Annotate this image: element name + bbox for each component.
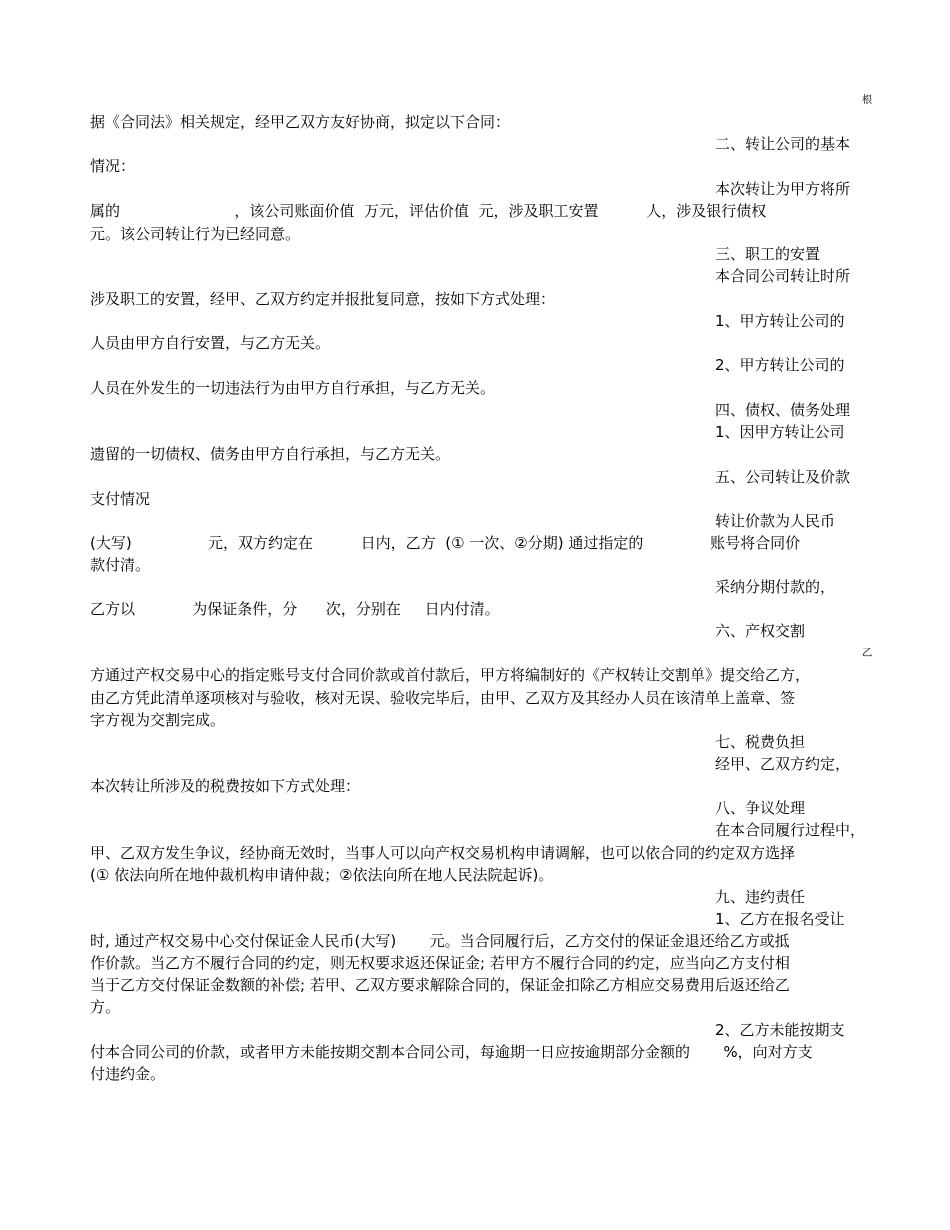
text-line: 人员由甲方自行安置，与乙方无关。	[90, 334, 331, 352]
text-line: 在本合同履行过程中，	[715, 821, 866, 839]
text-line: 2、甲方转让公司的	[715, 356, 845, 374]
section-heading: 六、产权交割	[715, 622, 806, 640]
section-heading: 九、违约责任	[715, 888, 806, 906]
section-heading: 七、税费负担	[715, 733, 806, 751]
text-line: 付本合同公司的价款，或者甲方未能按期交割本合同公司，每逾期一日应按逾期部分金额的 %，向对方支	[90, 1043, 813, 1061]
text-line: 本次转让为甲方将所	[715, 180, 851, 198]
text-line: 属的 ，该公司账面价值 万元，评估价值 元，涉及职工安置 人，涉及银行债权	[90, 202, 767, 220]
section-heading: 五、公司转让及价款	[715, 468, 851, 486]
section-heading: 二、转让公司的基本	[715, 135, 851, 153]
section-heading: 八、争议处理	[715, 799, 806, 817]
text-line: (① 依法向所在地仲裁机构申请仲裁；②依法向所在地人民法院起诉)。	[90, 866, 554, 884]
text-line: 元。该公司转让行为已经同意。	[90, 225, 301, 243]
text-line: 本次转让所涉及的税费按如下方式处理：	[90, 777, 361, 795]
text-line: 1、因甲方转让公司	[715, 423, 845, 441]
text-line: 方通过产权交易中心的指定账号支付合同价款或首付款后，甲方将编制好的《产权转让交割单》提交给乙方，	[90, 666, 811, 684]
text-line: 情况：	[90, 157, 136, 175]
text-line: 2、乙方未能按期支	[715, 1021, 845, 1039]
text-line: 1、甲方转让公司的	[715, 312, 845, 330]
text-line: 遗留的一切债权、债务由甲方自行承担，与乙方无关。	[90, 445, 451, 463]
text-line: 甲、乙双方发生争议，经协商无效时，当事人可以向产权交易机构申请调解，也可以依合同的约定双方选择	[90, 844, 796, 862]
text-line: 本合同公司转让时所	[715, 267, 851, 285]
text-line: 涉及职工的安置，经甲、乙双方约定并报批复同意，按如下方式处理：	[90, 290, 556, 308]
text-line: 人员在外发生的一切违法行为由甲方自行承担，与乙方无关。	[90, 379, 496, 397]
text-line: 款付清。	[90, 556, 151, 574]
text-line: 乙	[862, 647, 873, 659]
text-line: 采纳分期付款的，	[715, 578, 836, 596]
text-line: 据《合同法》相关规定，经甲乙双方友好协商，拟定以下合同：	[90, 113, 511, 131]
text-line: 作价款。当乙方不履行合同的约定，则无权要求返还保证金; 若甲方不履行合同的约定，应当向乙方支付相	[90, 954, 790, 972]
text-line: 转让价款为人民币	[715, 512, 836, 530]
text-line: 当于乙方交付保证金数额的补偿; 若甲、乙双方要求解除合同的，保证金扣除乙方相应交易费用后返还给乙	[90, 976, 790, 994]
text-line: 经甲、乙双方约定，	[715, 755, 851, 773]
text-line: (大写) 元，双方约定在 日内，乙方 (① 一次、②分期) 通过指定的 账号将合同价	[90, 534, 801, 552]
section-heading: 三、职工的安置	[715, 245, 821, 263]
text-line: 方。	[90, 998, 121, 1016]
text-line: 乙方以 为保证条件，分 次，分别在 日内付清。	[90, 600, 500, 618]
text-line: 由乙方凭此清单逐项核对与验收，核对无误、验收完毕后，由甲、乙双方及其经办人员在该清单上盖章、签	[90, 689, 796, 707]
text-line: 根	[862, 94, 873, 106]
text-line: 字方视为交割完成。	[90, 711, 226, 729]
text-line: 1、乙方在报名受让	[715, 910, 845, 928]
section-heading: 四、债权、债务处理	[715, 401, 851, 419]
text-line: 支付情况	[90, 490, 151, 508]
text-line: 付违约金。	[90, 1065, 166, 1083]
text-line: 时, 通过产权交易中心交付保证金人民币(大写) 元。当合同履行后，乙方交付的保证金退还给乙方或抵	[90, 932, 790, 950]
